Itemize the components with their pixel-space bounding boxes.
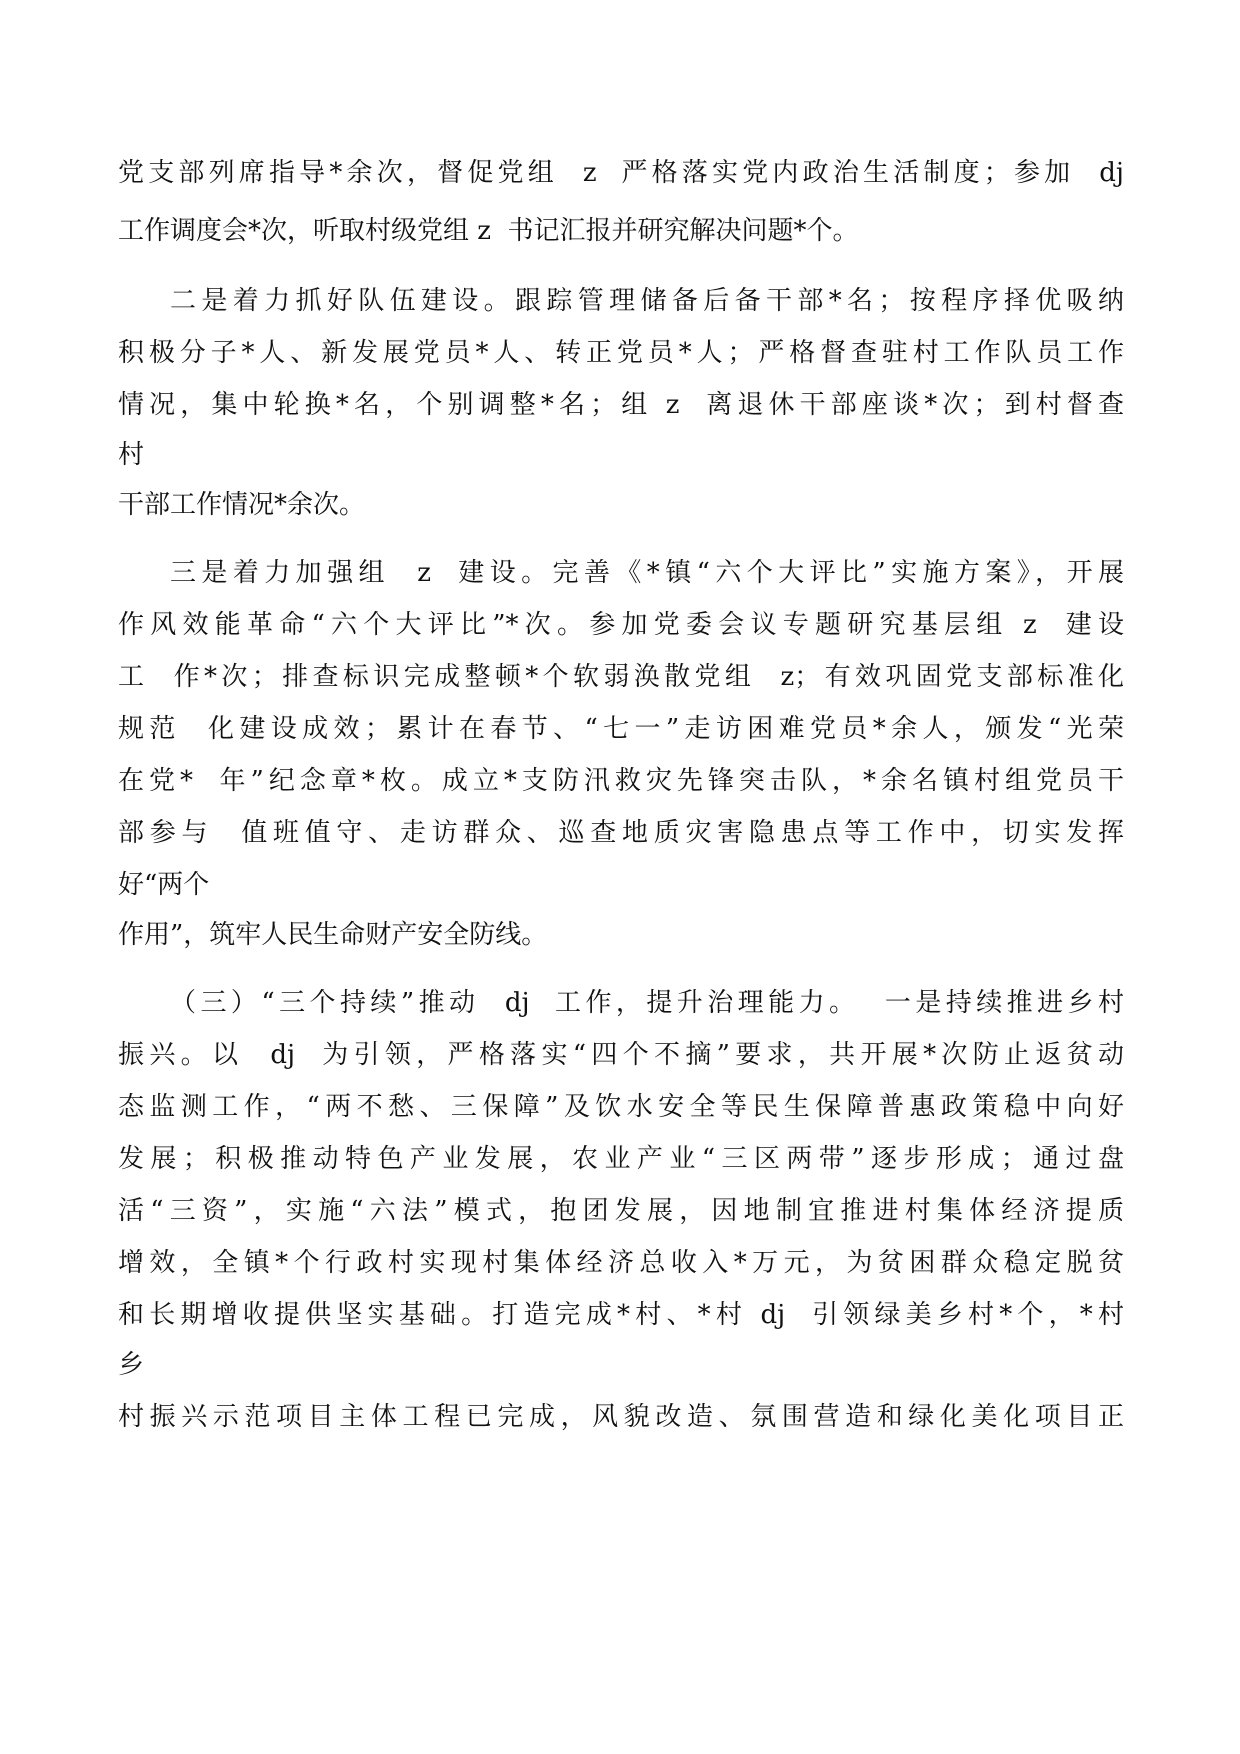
text-line: 好“两个 bbox=[118, 870, 210, 900]
text-line: （三）“三个持续”推动 dj 工作，提升治理能力。 一是持续推进乡村 bbox=[170, 988, 1124, 1018]
text-line: 村振兴示范项目主体工程已完成，风貌改造、氛围营造和绿化美化项目正 bbox=[118, 1402, 1124, 1432]
text-line: 作用”，筑牢人民生命财产安全防线。 bbox=[118, 920, 548, 950]
text-line: 增效，全镇*个行政村实现村集体经济总收入*万元，为贫困群众稳定脱贫 bbox=[118, 1248, 1124, 1278]
text-line: 二是着力抓好队伍建设。跟踪管理储备后备干部*名；按程序择优吸纳 bbox=[170, 286, 1124, 316]
text-line: 情况，集中轮换*名，个别调整*名；组 z 离退休干部座谈*次；到村督查 bbox=[118, 390, 1124, 420]
text-line: 三是着力加强组 z 建设。完善《*镇“六个大评比”实施方案》，开展 bbox=[170, 558, 1124, 588]
text-line: 党支部列席指导*余次，督促党组 z 严格落实党内政治生活制度；参加 dj bbox=[118, 158, 1124, 188]
text-line: 态监测工作，“两不愁、三保障”及饮水安全等民生保障普惠政策稳中向好 bbox=[118, 1092, 1124, 1122]
text-line: 和长期增收提供坚实基础。打造完成*村、*村 dj 引领绿美乡村*个，*村 bbox=[118, 1300, 1124, 1330]
text-line: 规范 化建设成效；累计在春节、“七一”走访困难党员*余人，颁发“光荣 bbox=[118, 714, 1124, 744]
text-line: 积极分子*人、新发展党员*人、转正党员*人；严格督查驻村工作队员工作 bbox=[118, 338, 1124, 368]
text-line: 工作调度会*次，听取村级党组 z 书记汇报并研究解决问题*个。 bbox=[118, 216, 859, 246]
text-line: 工 作*次；排查标识完成整顿*个软弱涣散党组 z；有效巩固党支部标准化 bbox=[118, 662, 1124, 692]
text-line: 部参与 值班值守、走访群众、巡查地质灾害隐患点等工作中，切实发挥 bbox=[118, 818, 1124, 848]
text-line: 振兴。以 dj 为引领，严格落实“四个不摘”要求，共开展*次防止返贫动 bbox=[118, 1040, 1124, 1070]
text-line: 作风效能革命“六个大评比”*次。参加党委会议专题研究基层组 z 建设 bbox=[118, 610, 1124, 640]
text-line: 在党* 年”纪念章*枚。成立*支防汛救灾先锋突击队，*余名镇村组党员干 bbox=[118, 766, 1124, 796]
text-line: 村 bbox=[118, 440, 145, 470]
text-line: 活“三资”，实施“六法”模式，抱团发展，因地制宜推进村集体经济提质 bbox=[118, 1196, 1124, 1226]
text-line: 乡 bbox=[118, 1350, 145, 1380]
text-line: 发展；积极推动特色产业发展，农业产业“三区两带”逐步形成；通过盘 bbox=[118, 1144, 1124, 1174]
text-line: 干部工作情况*余次。 bbox=[118, 490, 366, 520]
